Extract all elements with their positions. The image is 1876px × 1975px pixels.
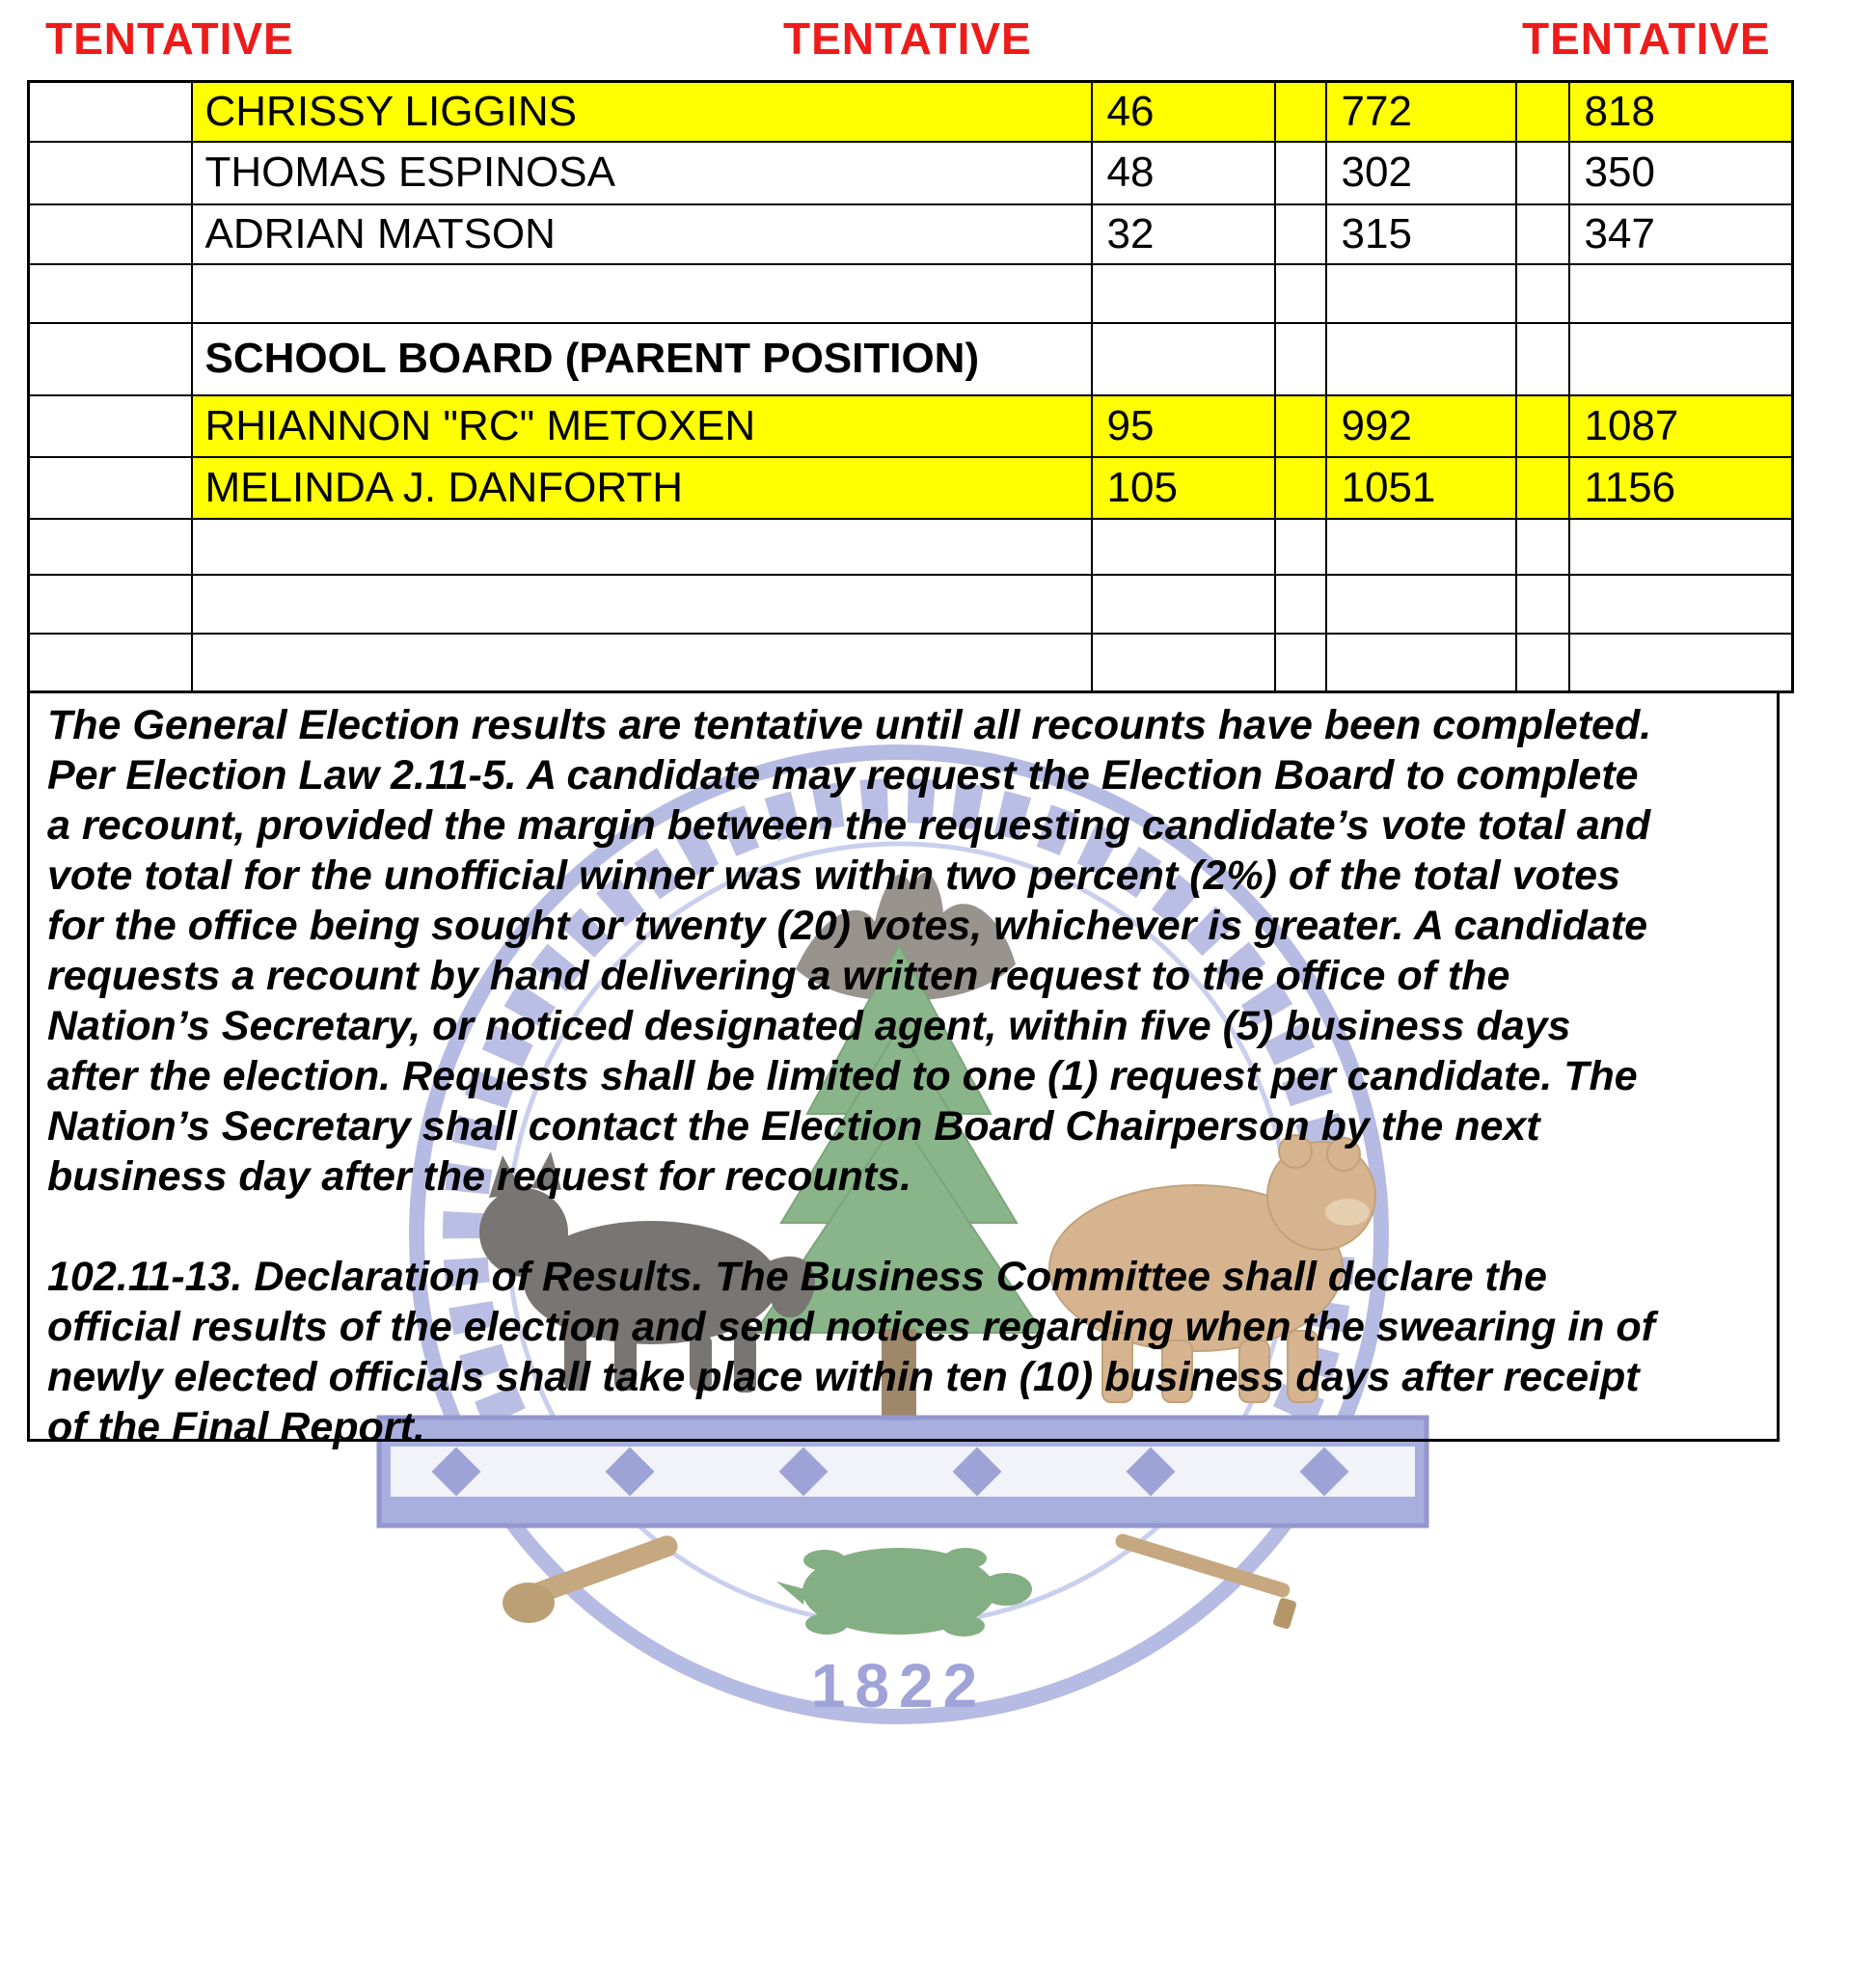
votes-cell-1: 95 [1092,395,1275,457]
table-row-chrissy-liggins [29,82,1793,142]
spacer-cell [1516,142,1569,204]
spacer-cell [1275,204,1326,264]
row-marker-cell [29,395,192,457]
section-header-cell: SCHOOL BOARD (PARENT POSITION) [192,323,1092,395]
candidate-name-cell: RHIANNON "RC" METOXEN [192,395,1092,457]
election-results-table [27,80,1794,693]
row-marker-cell [29,323,192,395]
votes-cell-2: 772 [1326,82,1516,142]
tentative-stamp-center: TENTATIVE [783,14,1032,64]
votes-cell-2: 302 [1326,142,1516,204]
table-row-empty [29,519,1793,575]
recount-paragraph [47,700,1754,1202]
spacer-cell [1516,82,1569,142]
notice-line: business day after the request for recounts. [47,1153,912,1200]
declaration-paragraph [47,1252,1754,1452]
tentative-stamp-left: TENTATIVE [45,14,294,64]
row-marker-cell [29,457,192,519]
votes-cell-3: 347 [1569,204,1793,264]
notice-line: after the election. Requests shall be limited to one (1) request per candidate. The [47,1053,1638,1099]
turtle-icon [776,1548,1032,1637]
votes-cell-2: 1051 [1326,457,1516,519]
votes-cell-3: 350 [1569,142,1793,204]
tentative-stamp-right: TENTATIVE [1522,14,1771,64]
row-marker-cell [29,82,192,142]
votes-cell-3: 1156 [1569,457,1793,519]
spacer-cell [1516,204,1569,264]
candidate-name-cell: ADRIAN MATSON [192,204,1092,264]
votes-cell-2: 992 [1326,395,1516,457]
table-row-empty [29,634,1793,692]
votes-cell-2: 315 [1326,204,1516,264]
spacer-cell [1516,457,1569,519]
votes-cell-3: 818 [1569,82,1793,142]
row-marker-cell [29,204,192,264]
notice-line: a recount, provided the margin between the requesting candidate’s vote total and [47,802,1651,849]
spacer-cell [1275,395,1326,457]
notice-line: The General Election results are tentative until all recounts have been completed. [47,702,1652,748]
notice-line: Per Election Law 2.11-5. A candidate may request the Election Board to complete [47,752,1639,798]
recount-notice-box [27,690,1780,1450]
notice-line: of the Final Report. [47,1404,425,1450]
votes-cell-3: 1087 [1569,395,1793,457]
candidate-name-cell: CHRISSY LIGGINS [192,82,1092,142]
row-marker-cell [29,142,192,204]
notice-line: vote total for the unofficial winner was within two percent (2%) of the total votes [47,852,1620,899]
votes-cell-1: 46 [1092,82,1275,142]
notice-line: newly elected officials shall take place within ten (10) business days after receipt [47,1354,1640,1400]
table-row-school-board-header [29,323,1793,395]
spacer-cell [1516,395,1569,457]
table-row-melinda-danforth [29,457,1793,519]
spacer-cell [1275,142,1326,204]
votes-cell-1: 32 [1092,204,1275,264]
table-row-adrian-matson [29,204,1793,264]
spacer-cell [1275,457,1326,519]
notice-line: Nation’s Secretary, or noticed designated agent, within five (5) business days [47,1003,1571,1049]
notice-line: for the office being sought or twenty (20) votes, whichever is greater. A candidate [47,903,1648,949]
table-row-thomas-espinosa [29,142,1793,204]
notice-line: official results of the election and send notices regarding when the swearing in of [47,1304,1655,1350]
table-row-rhiannon-metoxen [29,395,1793,457]
notice-line: 102.11-13. Declaration of Results. The Business Committee shall declare the [47,1254,1547,1300]
spacer-cell [1275,82,1326,142]
table-row-empty [29,264,1793,323]
votes-cell-1: 105 [1092,457,1275,519]
votes-cell-1: 48 [1092,142,1275,204]
notice-line: requests a recount by hand delivering a written request to the office of the [47,953,1510,999]
candidate-name-cell: MELINDA J. DANFORTH [192,457,1092,519]
table-row-empty [29,575,1793,634]
seal-year-label: 1822 [810,1651,988,1720]
candidate-name-cell: THOMAS ESPINOSA [192,142,1092,204]
notice-line: Nation’s Secretary shall contact the Election Board Chairperson by the next [47,1103,1540,1150]
